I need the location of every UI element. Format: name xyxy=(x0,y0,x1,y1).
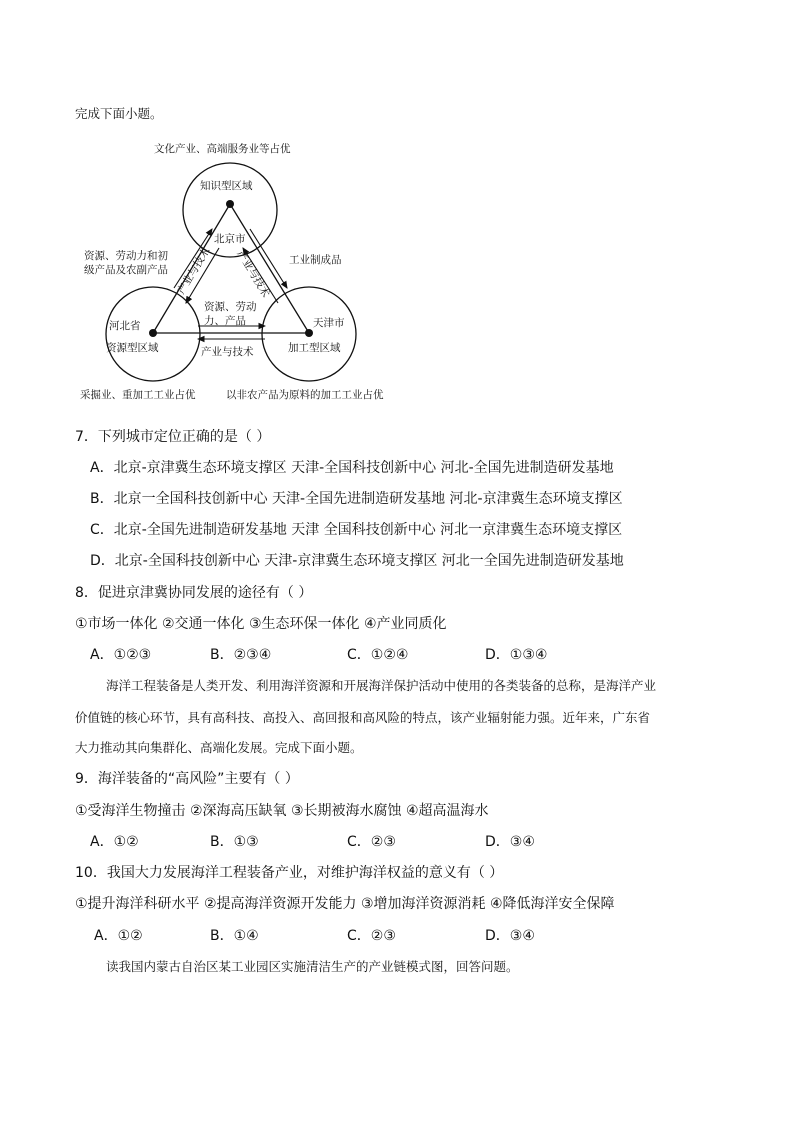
q8-option-d: D．①③④ xyxy=(485,647,548,663)
q8-stem: 8．促进京津冀协同发展的途径有（ ） xyxy=(75,585,313,601)
q10-stem: 10．我国大力发展海洋工程装备产业，对维护海洋权益的意义有（ ） xyxy=(75,865,504,881)
flow-bottom-bottom-label: 产业与技术 xyxy=(201,346,254,358)
passage2-line2: 价值链的核心环节，具有高科技、高投入、高回报和高风险的特点，该产业辐射能力强。近年来，广东省 xyxy=(75,710,651,725)
q9-option-d: D．③④ xyxy=(485,834,535,850)
beijing-type-label: 知识型区域 xyxy=(200,180,253,192)
beijing-dot xyxy=(226,200,234,208)
q9-option-a: A．①② xyxy=(90,834,139,850)
q10-items: ①提升海洋科研水平 ②提高海洋资源开发能力 ③增加海洋资源消耗 ④降低海洋安全保障 xyxy=(75,896,615,912)
edge-beijing-tianjin xyxy=(230,204,309,333)
q7-option-a: A．北京-京津冀生态环境支撑区 天津-全国科技创新中心 河北-全国先进制造研发基地 xyxy=(90,460,614,476)
outro-line: 读我国内蒙古自治区某工业园区实施清洁生产的产业链模式图，回答问题。 xyxy=(106,959,519,974)
left-caption: 采掘业、重加工工业占优 xyxy=(80,389,196,401)
tianjin-type-label: 加工型区域 xyxy=(288,342,341,354)
top-caption: 文化产业、高端服务业等占优 xyxy=(154,143,291,155)
flow-left-inner-label: 产业与技术 xyxy=(175,245,213,297)
q8-option-b: B．②③④ xyxy=(210,647,272,663)
flow-right-outer-label: 工业制成品 xyxy=(289,254,342,266)
flow-left-outer-line1: 资源、劳动力和初 xyxy=(84,250,168,262)
q7-option-d: D．北京-全国科技创新中心 天津-京津冀生态环境支撑区 河北一全国先进制造研发基地 xyxy=(90,553,624,569)
q9-option-c: C．②③ xyxy=(347,834,396,850)
passage2-line1: 海洋工程装备是人类开发、利用海洋资源和开展海洋保护活动中使用的各类装备的总称，是海洋产业 xyxy=(106,678,657,693)
flow-bottom-top-line1: 资源、劳动 xyxy=(204,301,257,313)
q10-option-c: C．②③ xyxy=(347,928,396,944)
q9-stem: 9．海洋装备的“高风险”主要有（ ） xyxy=(75,771,299,787)
q8-option-c: C．①②④ xyxy=(347,647,409,663)
flow-left-outer-line2: 级产品及农副产品 xyxy=(84,264,168,276)
q7-stem: 7．下列城市定位正确的是（ ） xyxy=(75,429,271,445)
q7-option-c: C．北京-全国先进制造研发基地 天津 全国科技创新中心 河北一京津冀生态环境支撑区 xyxy=(90,522,623,538)
hebei-city-label: 河北省 xyxy=(109,320,141,332)
q10-option-d: D．③④ xyxy=(485,928,535,944)
q8-items: ①市场一体化 ②交通一体化 ③生态环保一体化 ④产业同质化 xyxy=(75,616,447,632)
beijing-city-label: 北京市 xyxy=(214,233,246,245)
q10-option-b: B．①④ xyxy=(210,928,259,944)
right-caption: 以非农产品为原料的加工工业占优 xyxy=(226,389,384,401)
hebei-type-label: 资源型区域 xyxy=(106,342,159,354)
q8-option-a: A．①②③ xyxy=(90,647,152,663)
tianjin-dot xyxy=(305,329,313,337)
q10-option-a: A．①② xyxy=(94,928,143,944)
q7-option-b: B．北京一全国科技创新中心 天津-全国先进制造研发基地 河北-京津冀生态环境支撑区 xyxy=(90,491,623,507)
triangle-region-diagram xyxy=(80,138,410,406)
intro-line: 完成下面小题。 xyxy=(75,106,163,121)
q9-items: ①受海洋生物撞击 ②深海高压缺氧 ③长期被海水腐蚀 ④超高温海水 xyxy=(75,803,489,819)
hebei-dot xyxy=(149,329,157,337)
flow-right-inner-label: 产业与技术 xyxy=(234,248,272,300)
tianjin-city-label: 天津市 xyxy=(313,317,345,329)
passage2-line3: 大力推动其向集群化、高端化发展。完成下面小题。 xyxy=(75,740,363,755)
flow-bottom-top-line2: 力、产品 xyxy=(204,315,246,327)
q9-option-b: B．①③ xyxy=(210,834,259,850)
